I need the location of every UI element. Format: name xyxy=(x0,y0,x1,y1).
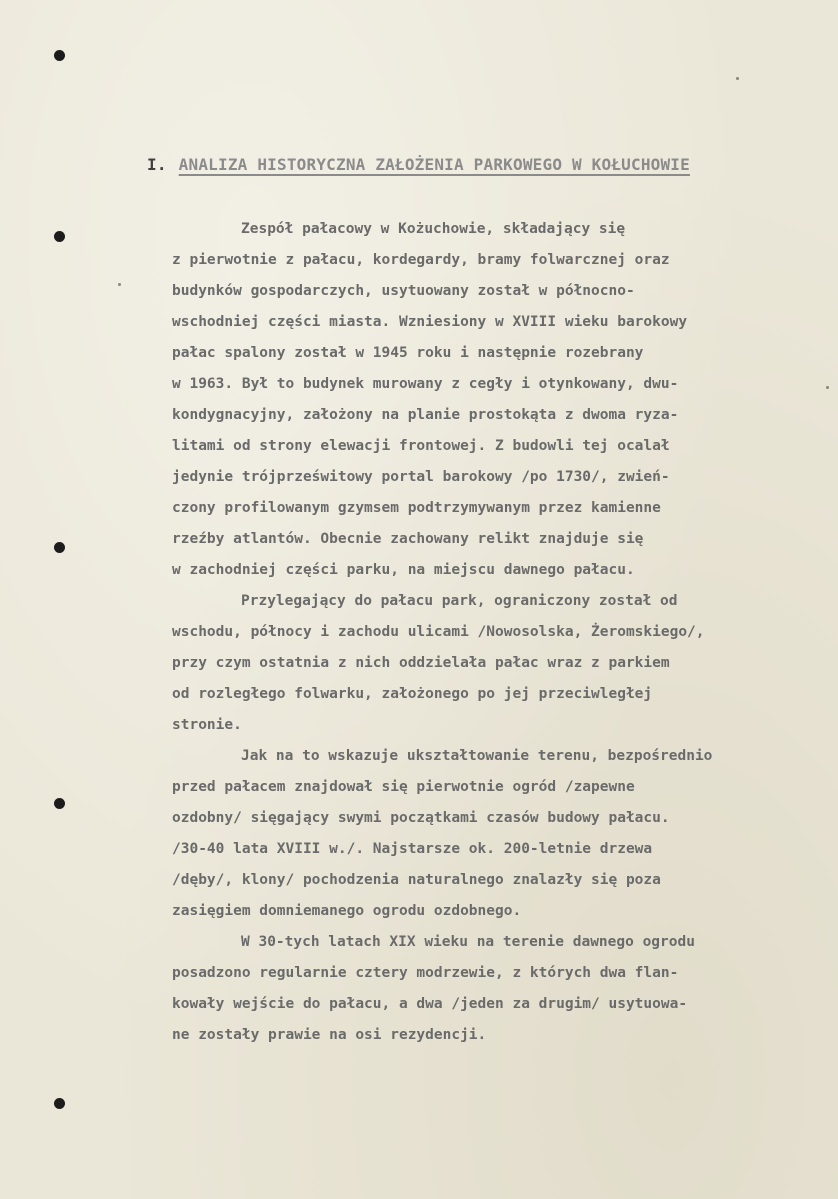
text-line: przy czym ostatnia z nich oddzielała pałac wraz z parkiem xyxy=(172,655,670,671)
text-line: Jak na to wskazuje ukształtowanie terenu, bezpośrednio xyxy=(241,748,713,764)
text-line: wschodniej części miasta. Wzniesiony w XVIII wieku barokowy xyxy=(172,314,688,330)
punch-hole-4 xyxy=(54,798,65,809)
text-line: od rozległego folwarku, założonego po jej przeciwległej xyxy=(172,686,653,702)
text-line: ozdobny/ sięgający swymi początkami czasów budowy pałacu. xyxy=(172,810,670,826)
section-heading xyxy=(147,155,747,185)
text-line: czony profilowanym gzymsem podtrzymywanym przez kamienne xyxy=(172,500,661,516)
section-title: ANALIZA HISTORYCZNA ZAŁOŻENIA PARKOWEGO W KOŁUCHOWIE xyxy=(178,155,690,174)
text-line: w zachodniej części parku, na miejscu dawnego pałacu. xyxy=(172,562,635,578)
text-line: jedynie trójprześwitowy portal barokowy /po 1730/, zwień- xyxy=(172,469,670,485)
punch-hole-2 xyxy=(54,231,65,242)
punch-hole-5 xyxy=(54,1098,65,1109)
section-number: I. xyxy=(147,155,167,174)
text-line: litami od strony elewacji frontowej. Z budowli tej ocalał xyxy=(172,438,670,454)
text-line: W 30-tych latach XIX wieku na terenie dawnego ogrodu xyxy=(241,934,695,950)
text-line: kowały wejście do pałacu, a dwa /jeden za drugim/ usytuowa- xyxy=(172,996,688,1012)
text-line: /dęby/, klony/ pochodzenia naturalnego znalazły się poza xyxy=(172,872,661,888)
text-line: Zespół pałacowy w Kożuchowie, składający się xyxy=(241,221,626,237)
text-line: /30-40 lata XVIII w./. Najstarsze ok. 200-letnie drzewa xyxy=(172,841,653,857)
punch-hole-1 xyxy=(54,50,65,61)
text-line: zasięgiem domniemanego ogrodu ozdobnego. xyxy=(172,903,522,919)
text-line: posadzono regularnie cztery modrzewie, z których dwa flan- xyxy=(172,965,679,981)
text-line: pałac spalony został w 1945 roku i następnie rozebrany xyxy=(172,345,644,361)
text-line: przed pałacem znajdował się pierwotnie ogród /zapewne xyxy=(172,779,635,795)
text-line: ne zostały prawie na osi rezydencji. xyxy=(172,1027,487,1043)
paper-speck xyxy=(826,386,829,389)
paper-speck xyxy=(118,283,121,286)
text-line: stronie. xyxy=(172,717,242,733)
paper-speck xyxy=(736,77,739,80)
text-line: z pierwotnie z pałacu, kordegardy, bramy folwarcznej oraz xyxy=(172,252,670,268)
text-line: wschodu, północy i zachodu ulicami /Nowosolska, Żeromskiego/, xyxy=(172,624,705,640)
text-line: budynków gospodarczych, usytuowany został w północno- xyxy=(172,283,635,299)
text-line: rzeźby atlantów. Obecnie zachowany relikt znajduje się xyxy=(172,531,644,547)
text-line: kondygnacyjny, założony na planie prostokąta z dwoma ryza- xyxy=(172,407,679,423)
punch-hole-3 xyxy=(54,542,65,553)
text-line: w 1963. Był to budynek murowany z cegły i otynkowany, dwu- xyxy=(172,376,679,392)
text-line: Przylegający do pałacu park, ograniczony został od xyxy=(241,593,678,609)
